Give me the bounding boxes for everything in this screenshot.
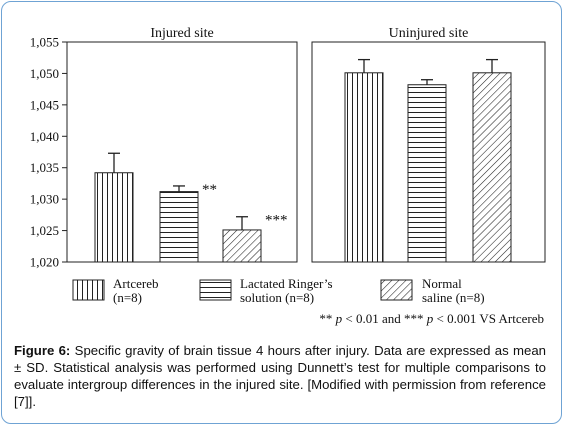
- legend-label: Lactated Ringer’s: [240, 276, 333, 291]
- legend-label: Artcereb: [113, 276, 159, 291]
- note-text: < 0.001 VS Artcereb: [433, 311, 544, 326]
- y-tick-label: 1,030: [29, 191, 59, 207]
- y-tick-label: 1,025: [29, 223, 59, 239]
- y-tick-label: 1,045: [29, 97, 59, 113]
- p-symbol: p: [335, 311, 343, 326]
- panel-title: Uninjured site: [388, 26, 469, 41]
- significance-note: [319, 311, 544, 326]
- note-text: **: [319, 311, 336, 326]
- bar: [223, 230, 261, 262]
- bar: [160, 192, 198, 262]
- panel-title: Injured site: [150, 26, 214, 41]
- legend-swatch: [73, 280, 104, 300]
- bar: [95, 173, 133, 262]
- legend-swatch: [381, 280, 412, 300]
- significance-marker: **: [202, 181, 217, 198]
- caption-label: Figure 6:: [14, 343, 71, 358]
- legend-label: solution (n=8): [240, 290, 315, 305]
- y-tick-label: 1,040: [29, 128, 59, 144]
- bars-group: [95, 60, 511, 262]
- bar: [473, 73, 511, 262]
- legend-swatch: [200, 280, 231, 300]
- legend-label: (n=8): [113, 290, 142, 305]
- y-tick-label: 1,020: [29, 254, 59, 270]
- legend-label: Normal: [422, 276, 462, 291]
- caption-text: Specific gravity of brain tissue 4 hours after injury. Data are expressed as mean ± SD. Statistical analysis was performed using Dunnett’s test for multiple comparisons to evaluate intergroup differences in the injured site. [Modified with permission from reference [7]].: [14, 343, 547, 409]
- y-tick-label: 1,050: [29, 65, 59, 81]
- legend-group: [73, 276, 544, 326]
- significance-marker: ***: [265, 212, 288, 229]
- legend-label: saline (n=8): [422, 290, 485, 305]
- note-text: < 0.01 and ***: [342, 311, 427, 326]
- figure-caption: [14, 342, 546, 410]
- y-tick-label: 1,035: [29, 160, 59, 176]
- p-symbol: p: [426, 311, 434, 326]
- y-tick-label: 1,055: [29, 34, 59, 50]
- bar: [408, 85, 446, 262]
- bar: [345, 73, 383, 262]
